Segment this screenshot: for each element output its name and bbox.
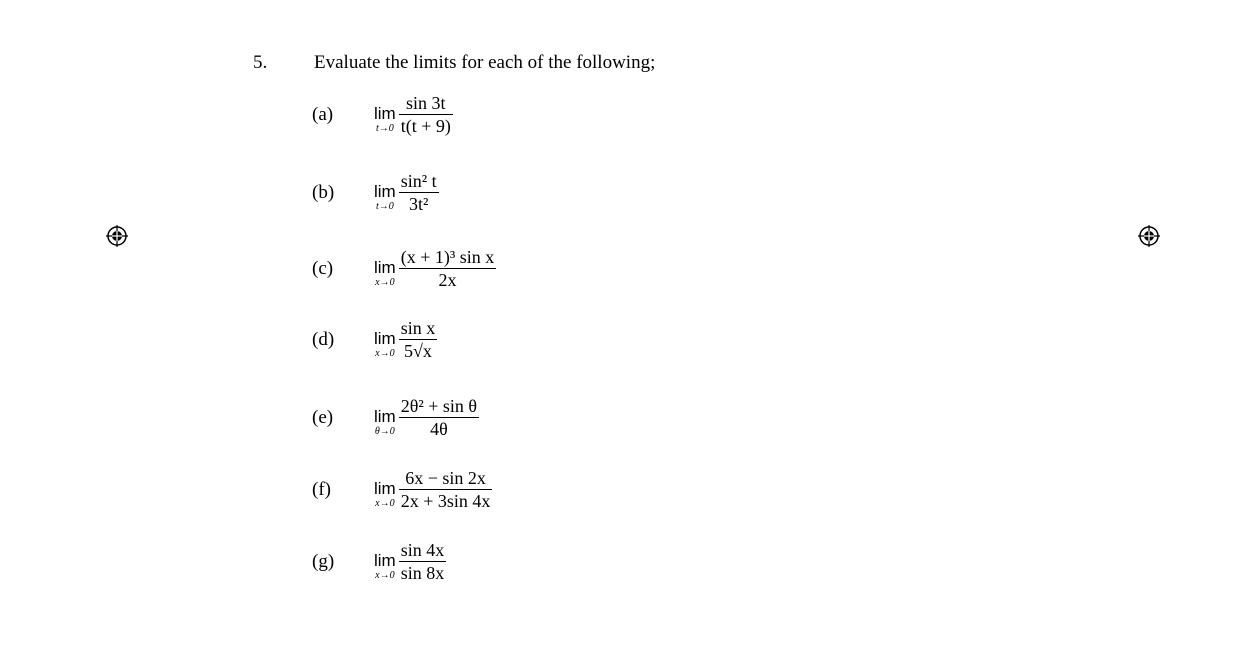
limit-subscript-d: x→0: [375, 348, 395, 359]
fraction-d: [399, 317, 438, 362]
denominator-c: 2x: [438, 270, 457, 290]
limit-expression-a: [374, 92, 453, 137]
numerator-g: sin 4x: [400, 540, 445, 560]
numerator-e: 2θ² + sin θ: [400, 396, 478, 416]
limit-subscript-f: x→0: [375, 498, 395, 509]
question-number: 5.: [253, 52, 268, 73]
limit-subscript-b: t→0: [375, 201, 394, 212]
limit-expression-d: [374, 317, 437, 362]
registration-mark-icon-right: [1138, 225, 1160, 247]
part-label-d: (d): [312, 329, 335, 350]
lim-word: lim: [374, 182, 396, 201]
fraction-c: [399, 246, 497, 291]
numerator-f: 6x − sin 2x: [405, 468, 486, 488]
part-label-b: (b): [312, 182, 335, 203]
lim-word: lim: [374, 551, 396, 570]
numerator-b: sin² t: [400, 171, 437, 191]
lim-word: lim: [374, 407, 396, 426]
limit-expression-e: [374, 395, 479, 440]
denominator-e: 4θ: [430, 419, 448, 439]
limit-subscript-g: x→0: [375, 570, 395, 581]
part-label-g: (g): [312, 551, 335, 572]
numerator-d: sin x: [400, 318, 436, 338]
limit-expression-g: [374, 539, 446, 584]
part-label-e: (e): [312, 407, 334, 428]
denominator-a: t(t + 9): [400, 116, 451, 136]
limit-expression-f: [374, 467, 492, 512]
numerator-c: (x + 1)³ sin x: [400, 247, 495, 267]
limit-subscript-c: x→0: [375, 277, 395, 288]
denominator-g: sin 8x: [400, 563, 445, 583]
registration-mark-icon-left: [106, 225, 128, 247]
lim-word: lim: [374, 104, 396, 123]
fraction-g: [399, 539, 447, 584]
lim-word: lim: [374, 258, 396, 277]
fraction-f: [399, 467, 493, 512]
fraction-a: [399, 92, 453, 137]
limit-expression-c: [374, 246, 496, 291]
part-label-f: (f): [312, 479, 331, 500]
limit-subscript-a: t→0: [375, 123, 394, 134]
question-prompt: Evaluate the limits for each of the following;: [314, 52, 656, 73]
limit-subscript-e: θ→0: [374, 426, 395, 437]
fraction-b: [399, 170, 439, 215]
fraction-e: [399, 395, 479, 440]
denominator-b: 3t²: [408, 194, 429, 214]
lim-word: lim: [374, 479, 396, 498]
part-label-c: (c): [312, 258, 334, 279]
lim-word: lim: [374, 329, 396, 348]
limit-expression-b: [374, 170, 439, 215]
numerator-a: sin 3t: [406, 93, 446, 113]
denominator-d: 5√x: [404, 341, 432, 361]
part-label-a: (a): [312, 104, 334, 125]
denominator-f: 2x + 3sin 4x: [400, 491, 491, 511]
